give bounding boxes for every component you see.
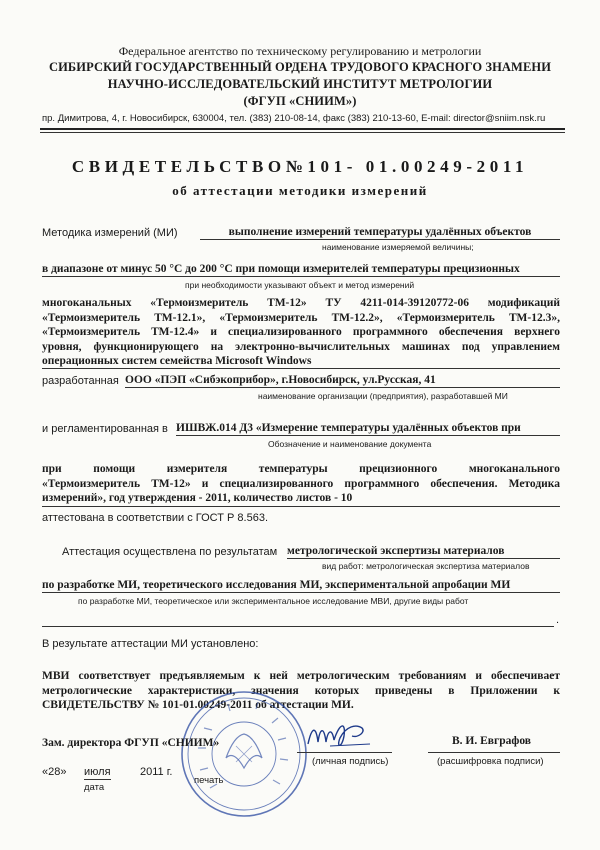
date-month: июля [84, 766, 111, 778]
developer-value: ООО «ПЭП «Сибэкоприбор», г.Новосибирск, ул.Русская, 41 [125, 374, 560, 388]
name-caption: (расшифровка подписи) [437, 756, 544, 767]
certification-caption: вид работ: метрологическая экспертиза материалов [322, 561, 530, 571]
date-day: «28» [42, 766, 67, 778]
signatory-name: В. И. Евграфов [452, 735, 531, 747]
result-line: МВИ соответствует предъявляемым к ней метрологическим требованиям и обеспечивает [42, 670, 560, 682]
developer-caption: наименование организации (предприятия), разработавшей МИ [258, 391, 508, 401]
name-line [428, 752, 560, 753]
signatory-position: Зам. директора ФГУП «СНИИМ» [42, 737, 220, 749]
header-rule [40, 128, 565, 130]
agency-name: Федеральное агентство по техническому регулированию и метрологии [118, 44, 482, 58]
devices-line: многоканальных «Термоизмеритель ТМ-12» ТУ 4211-014-39120772-06 модификаций [42, 297, 560, 309]
regulated-caption: Обозначение и наименование документа [268, 439, 432, 449]
date-year: 2011 г. [140, 766, 173, 778]
org-name-line2: НАУЧНО-ИССЛЕДОВАТЕЛЬСКИЙ ИНСТИТУТ МЕТРОЛОГИИ [107, 77, 493, 91]
result-label: В результате аттестации МИ установлено: [42, 638, 259, 650]
org-short-name: (ФГУП «СНИИМ») [243, 94, 357, 108]
method-caption: наименование измеряемой величины; [322, 242, 474, 252]
gost-text: аттестована в соответствии с ГОСТ Р 8.563. [42, 512, 269, 524]
date-caption: дата [84, 782, 105, 793]
signature-caption: (личная подпись) [312, 756, 389, 767]
developer-label: разработанная [42, 375, 119, 387]
document-line: при помощи измерителя температуры прецизионного многоканального [42, 463, 560, 475]
certification-caption2: по разработке МИ, теоретическое или экспериментальное исследование МВИ, другие виды работ [78, 596, 469, 606]
devices-line: «Термоизмеритель ТМ-12.4» и специализированного программного обеспечения верхнего [42, 326, 560, 338]
certification-value: метрологической экспертизы материалов [287, 545, 560, 559]
document-line: измерений», год утверждения - 2011, количество листов - 10 [42, 492, 353, 504]
range-caption: при необходимости указывают объект и метод измерений [185, 280, 415, 290]
devices-line: «Термоизмеритель ТМ-12.1», «Термоизмеритель ТМ-12.2», «Термоизмеритель ТМ-12.3», [42, 311, 560, 324]
certification-end-mark: . [556, 614, 560, 626]
devices-line: операционных систем семейства Microsoft Windows [42, 355, 312, 367]
regulated-value: ИШВЖ.014 Д3 «Измерение температуры удалённых объектов при [176, 422, 560, 436]
devices-rule [42, 368, 560, 369]
document-rule [42, 506, 560, 507]
method-label: Методика измерений (МИ) [42, 227, 178, 239]
certificate-title: СВИДЕТЕЛЬСТВО№101- 01.00249-2011 [71, 157, 529, 176]
document-line: «Термоизмеритель ТМ-12» и специализированного программного обеспечения. Методика [42, 477, 560, 490]
devices-line: уровня, функционирующего на электронно-вычислительных машинах под управлением [42, 340, 560, 353]
signature-line [297, 752, 392, 753]
org-address: пр. Димитрова, 4, г. Новосибирск, 630004, тел. (383) 210-08-14, факс (383) 210-13-60, E-mail: director@sniim.nsk.ru [42, 113, 546, 124]
header-rule-thin [40, 132, 565, 133]
devices-paragraph [42, 296, 560, 369]
institute-seal-stamp [178, 688, 310, 820]
certification-label: Аттестация осуществлена по результатам [62, 546, 278, 558]
document-paragraph [42, 462, 560, 506]
org-name-line1: СИБИРСКИЙ ГОСУДАРСТВЕННЫЙ ОРДЕНА ТРУДОВОГО КРАСНОГО ЗНАМЕНИ [48, 60, 552, 74]
seal-caption: печать [194, 775, 224, 786]
result-line: СВИДЕТЕЛЬСТВУ № 101-01.00249-2011 об аттестации МИ. [42, 699, 354, 711]
handwritten-signature [300, 718, 380, 754]
certification-rule [42, 626, 554, 627]
method-value: выполнение измерений температуры удалённых объектов [200, 226, 560, 240]
certification-value2: по разработке МИ, теоретического исследования МИ, экспериментальной апробации МИ [42, 579, 560, 593]
certificate-subtitle: об аттестации методики измерений [172, 183, 428, 198]
result-line: метрологические характеристики, значения которых приведены в Приложении к [42, 684, 560, 697]
range-value: в диапазоне от минус 50 °С до 200 °С при помощи измерителей температуры прецизионных [42, 263, 560, 277]
regulated-label: и регламентированная в [42, 423, 168, 435]
